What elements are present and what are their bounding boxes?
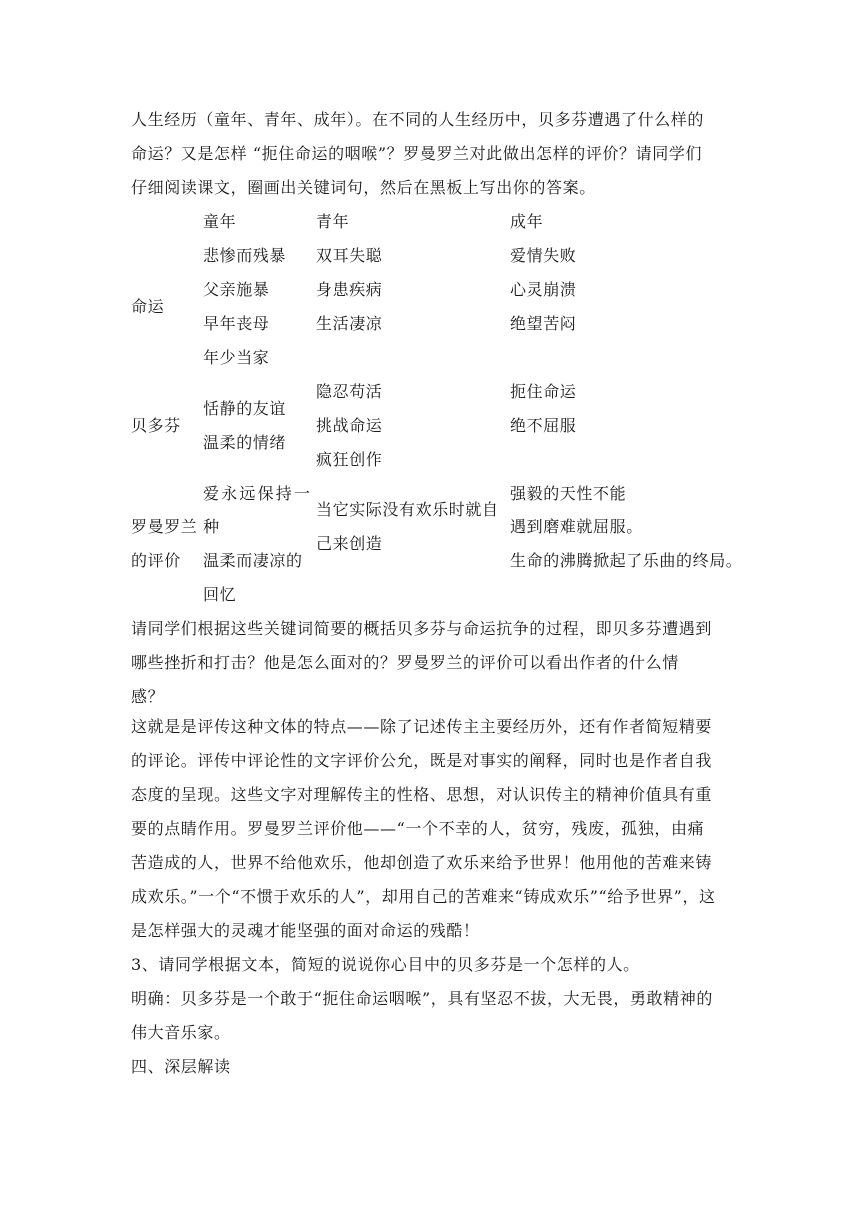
rolland-childhood-4: 回忆 <box>203 585 237 604</box>
rolland-youth-1: 当它实际没有欢乐时就自 <box>316 500 499 519</box>
beethoven-childhood-2: 温柔的情绪 <box>203 433 287 452</box>
p1-line-2: 哪些挫折和打击？他是怎么面对的？罗曼罗兰的评价可以看出作者的什么情 <box>131 653 679 672</box>
rolland-adulthood-2: 遇到磨难就屈服。 <box>510 517 643 536</box>
rolland-childhood-3: 温柔而凄凉的 <box>203 551 303 570</box>
rolland-childhood-1: 爱永远保持一 <box>203 484 313 503</box>
p2-line-5: 苦造成的人，世界不给他欢乐，他却创造了欢乐来给予世界！他用他的苦难来铸 <box>131 853 713 872</box>
beethoven-childhood-1: 恬静的友谊 <box>203 399 287 418</box>
fate-childhood-1: 悲惨而残暴 <box>203 246 287 265</box>
p2-line-4: 要的点睛作用。罗曼罗兰评价他——“一个不幸的人，贫穷，残废，孤独，由痛 <box>131 819 705 838</box>
answer-line-1: 明确：贝多芬是一个敢于“扼住命运咽喉”，具有坚忍不拔，大无畏，勇敢精神的 <box>131 989 713 1008</box>
header-youth: 青年 <box>316 212 350 231</box>
rolland-adulthood-3: 生命的沸腾掀起了乐曲的终局。 <box>510 551 743 570</box>
rolland-youth-2: 己来创造 <box>316 534 383 553</box>
row-label-fate: 命运 <box>131 297 165 316</box>
header-childhood: 童年 <box>203 212 237 231</box>
p2-line-6: 成欢乐。”一个“不惯于欢乐的人”，却用自己的苦难来“铸成欢乐”“给予世界”，这 <box>131 887 716 906</box>
fate-childhood-3: 早年丧母 <box>203 314 270 333</box>
header-adulthood: 成年 <box>510 212 544 231</box>
p2-line-1: 这就是是评传这种文体的特点——除了记述传主主要经历外，还有作者简短精要 <box>131 717 713 736</box>
question-3: 3、请同学根据文本，简短的说说你心目中的贝多芬是一个怎样的人。 <box>131 955 640 974</box>
p2-line-2: 的评论。评传中评论性的文字评价公允，既是对事实的阐释，同时也是作者自我 <box>131 751 713 770</box>
rolland-childhood-2: 种 <box>203 517 220 536</box>
fate-adulthood-3: 绝望苦闷 <box>510 314 577 333</box>
answer-line-2: 伟大音乐家。 <box>131 1023 231 1042</box>
fate-adulthood-1: 爱情失败 <box>510 246 577 265</box>
beethoven-adulthood-1: 扼住命运 <box>510 382 577 401</box>
fate-childhood-4: 年少当家 <box>203 348 270 367</box>
fate-childhood-2: 父亲施暴 <box>203 280 270 299</box>
intro-line-3: 仔细阅读课文，圈画出关键词句，然后在黑板上写出你的答案。 <box>131 178 596 197</box>
intro-line-1: 人生经历（童年、青年、成年）。在不同的人生经历中，贝多芬遭遇了什么样的 <box>131 110 705 129</box>
section-heading-4: 四、深层解读 <box>131 1057 231 1076</box>
fate-adulthood-2: 心灵崩溃 <box>510 280 577 299</box>
p1-line-3: 感？ <box>131 687 165 706</box>
p2-line-3: 态度的呈现。这些文字对理解传主的性格、思想，对认识传主的精神价值具有重 <box>131 785 713 804</box>
p2-line-7: 是怎样强大的灵魂才能坚强的面对命运的残酷！ <box>131 921 480 940</box>
row-label-rolland-2: 的评价 <box>131 551 181 570</box>
beethoven-youth-1: 隐忍苟活 <box>316 382 383 401</box>
row-label-beethoven: 贝多芬 <box>131 416 181 435</box>
rolland-adulthood-1: 强毅的天性不能 <box>510 484 627 503</box>
p1-line-1: 请同学们根据这些关键词简要的概括贝多芬与命运抗争的过程，即贝多芬遭遇到 <box>131 619 713 638</box>
beethoven-youth-2: 挑战命运 <box>316 416 383 435</box>
intro-line-2: 命运？又是怎样 “扼住命运的咽喉”？罗曼罗兰对此做出怎样的评价？请同学们 <box>131 144 703 163</box>
fate-youth-3: 生活凄凉 <box>316 314 383 333</box>
fate-youth-2: 身患疾病 <box>316 280 383 299</box>
fate-youth-1: 双耳失聪 <box>316 246 383 265</box>
row-label-rolland-1: 罗曼罗兰 <box>131 517 198 536</box>
beethoven-youth-3: 疯狂创作 <box>316 450 383 469</box>
beethoven-adulthood-2: 绝不屈服 <box>510 416 577 435</box>
